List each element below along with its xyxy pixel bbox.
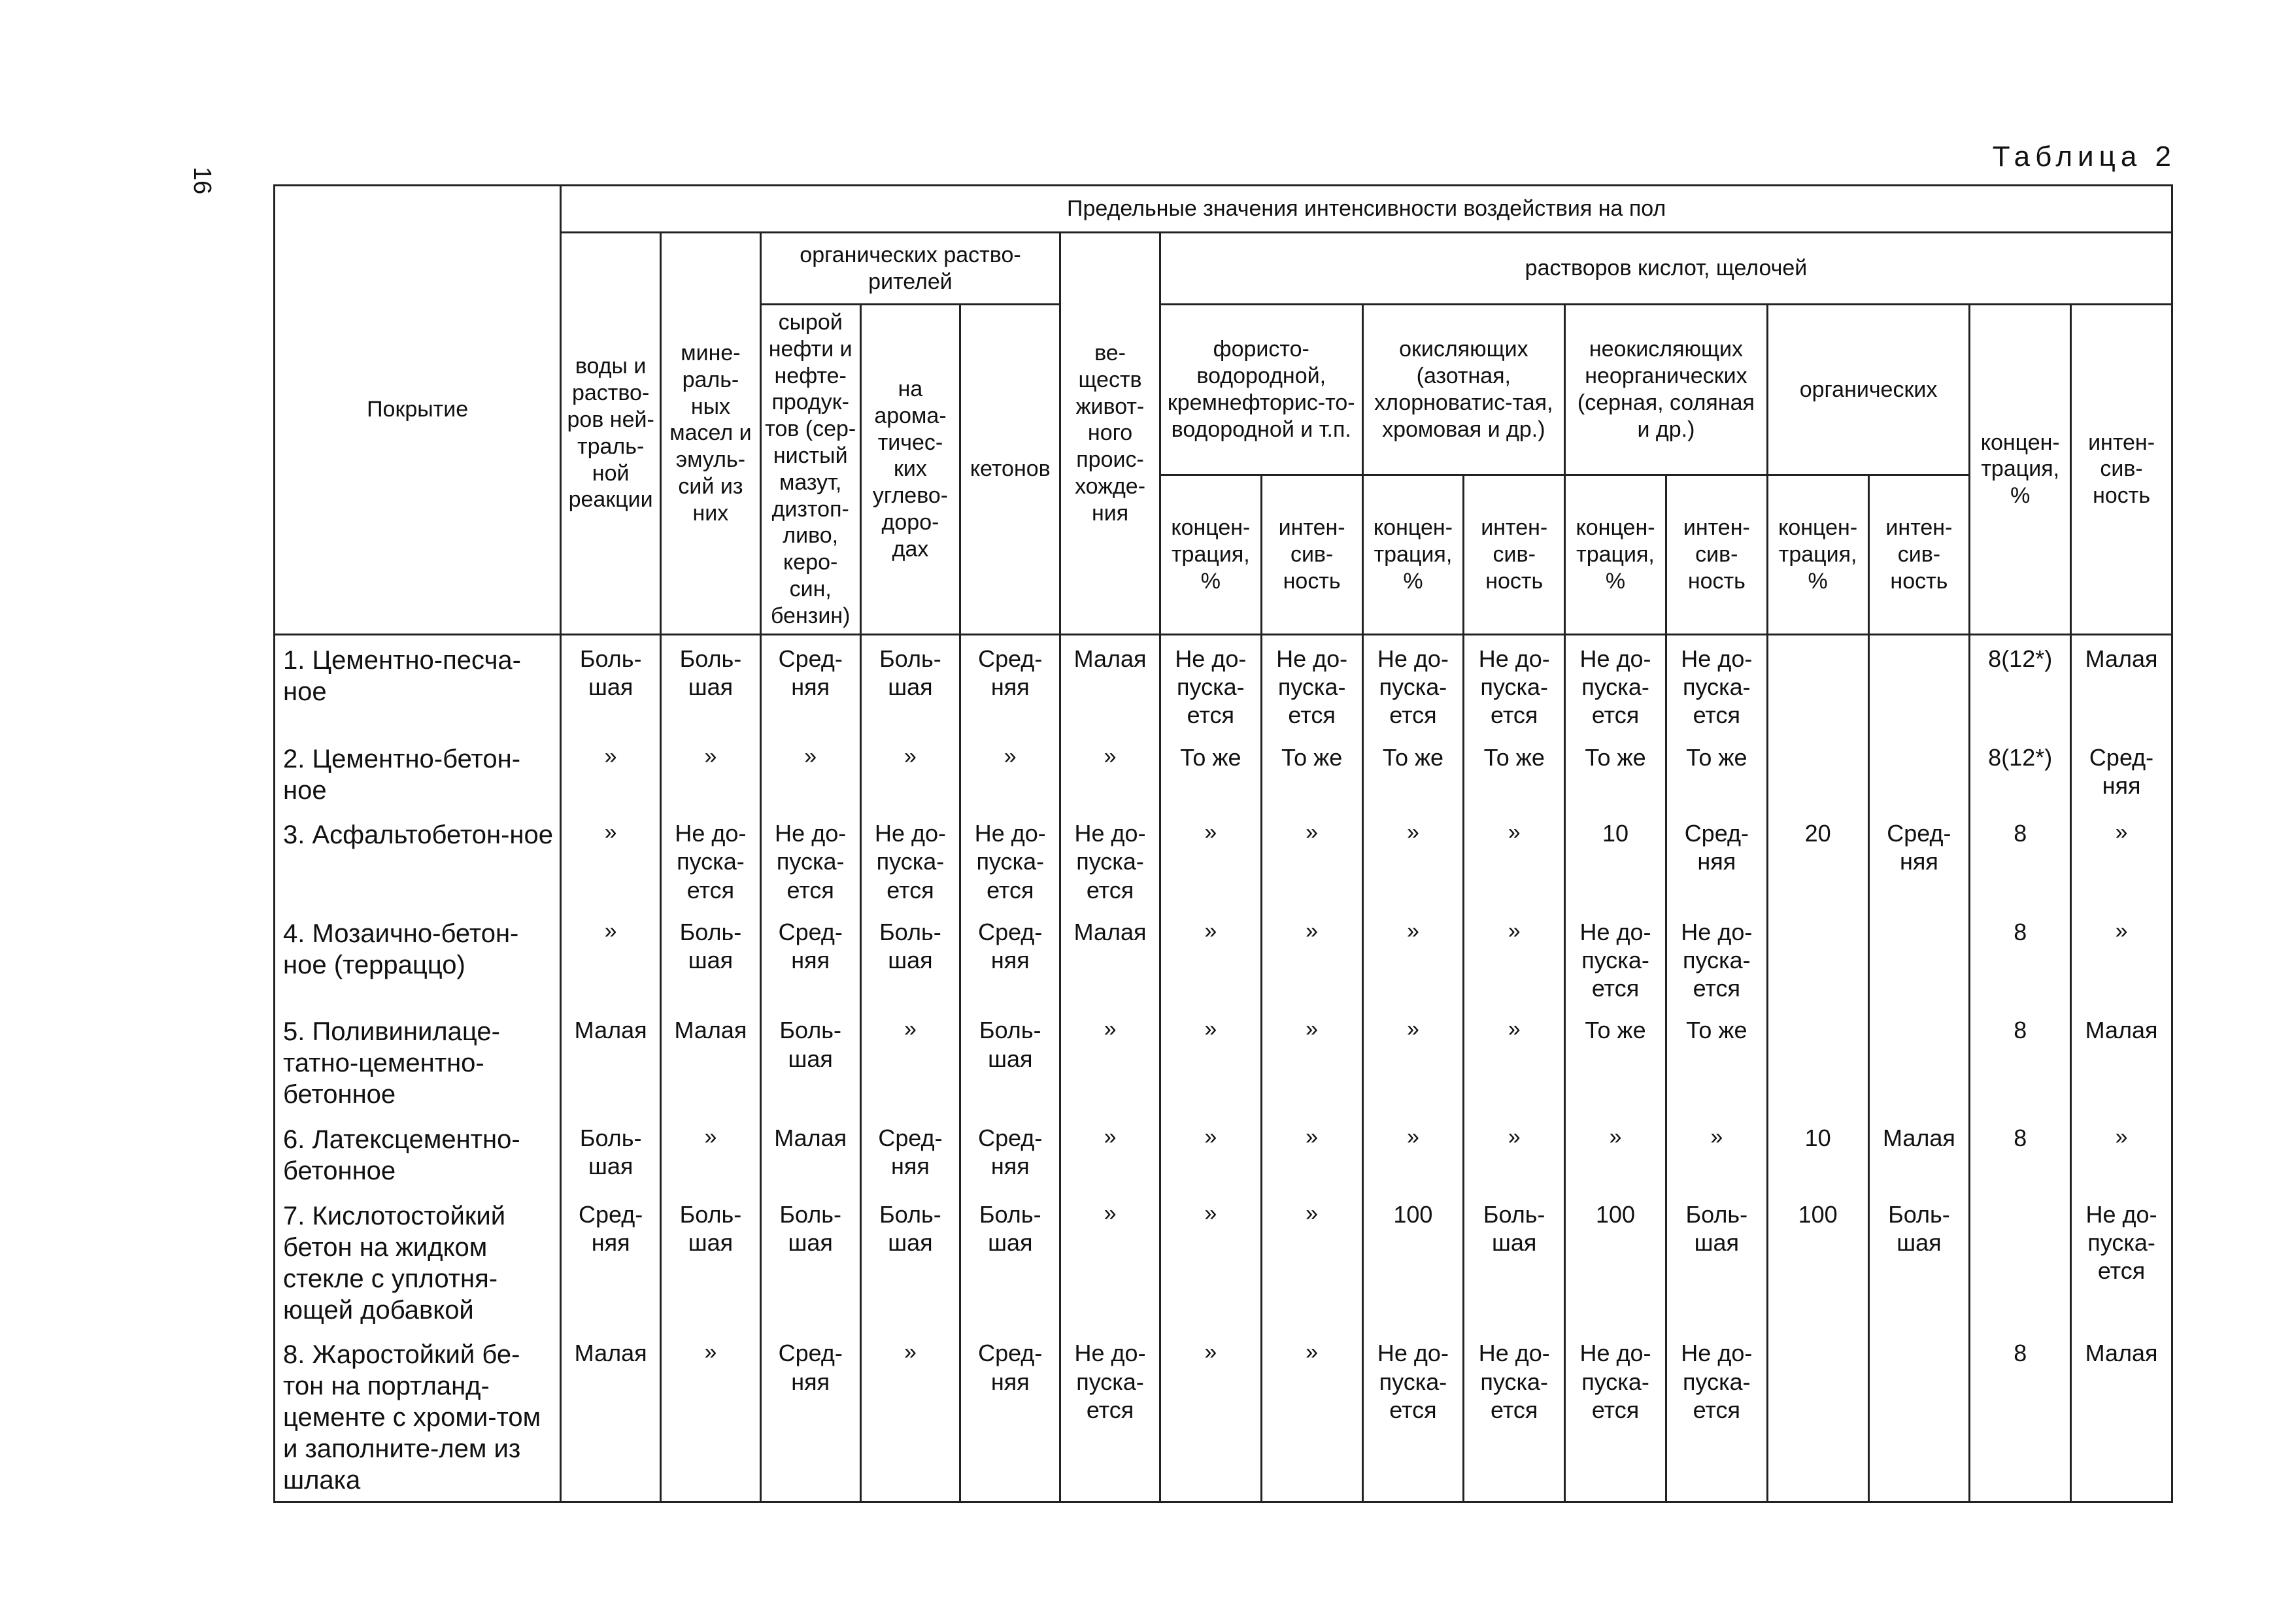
table-cell: То же [1362,734,1464,810]
table-cell: Не до-пуска-ется [1362,1330,1464,1502]
table-cell: » [1362,810,1464,909]
table-cell: » [661,734,761,810]
table-cell: » [561,810,661,909]
table-cell: 8 [1970,909,2071,1007]
header-ketones: кетонов [960,305,1060,635]
limits-table [273,184,2173,1503]
table-cell: Боль-шая [860,909,960,1007]
row-cover-name: 3. Асфальтобетон-ное [275,810,561,909]
header-conc: концен-трация, % [1160,475,1261,634]
table-cell: Малая [1060,909,1160,1007]
table-cell: Сред-няя [960,1115,1060,1191]
table-cell: 100 [1362,1191,1464,1330]
table-cell: Боль-шая [661,634,761,734]
table-cell: Малая [760,1115,860,1191]
table-cell: 8 [1970,1007,2071,1115]
header-oxidizing: окисляющих (азотная, хлорноватис-тая, хромовая и др.) [1362,305,1565,475]
table-cell: » [1261,1330,1362,1502]
table-row [275,810,2172,909]
table-row [275,1191,2172,1330]
table-cell: » [1060,1115,1160,1191]
table-cell: Малая [561,1007,661,1115]
table-cell: » [561,734,661,810]
table-cell: Не до-пуска-ется [661,810,761,909]
table-cell: Не до-пуска-ется [1060,810,1160,909]
table-cell: То же [1261,734,1362,810]
table-cell [1868,734,1970,810]
table-cell: Не до-пуска-ется [1060,1330,1160,1502]
table-cell: Сред-няя [2071,734,2172,810]
header-fluoro: фористо-водородной, кремнефторис-то-водородной и т.п. [1160,305,1362,475]
table-cell [1868,1007,1970,1115]
table-cell: » [661,1330,761,1502]
table-cell: Не до-пуска-ется [1261,634,1362,734]
header-organic: органических [1767,305,1970,475]
table-cell: То же [1666,734,1767,810]
table-cell: Боль-шая [960,1191,1060,1330]
table-cell: » [960,734,1060,810]
table-cell: » [860,734,960,810]
table-row [275,1007,2172,1115]
table-cell: Не до-пуска-ется [1565,634,1666,734]
table-cell: Не до-пуска-ется [1565,909,1666,1007]
table-cell: Боль-шая [960,1007,1060,1115]
table-cell: Боль-шая [760,1007,860,1115]
table-cell: 100 [1565,1191,1666,1330]
table-cell: » [2071,1115,2172,1191]
table-cell: 8 [1970,1115,2071,1191]
table-cell: Боль-шая [1464,1191,1565,1330]
row-cover-name: 5. Поливинилаце-татно-цементно-бетонное [275,1007,561,1115]
row-cover-name: 4. Мозаично-бетон-ное (терраццо) [275,909,561,1007]
table-cell: Сред-няя [960,634,1060,734]
table-cell: Не до-пуска-ется [1666,634,1767,734]
page-number: 16 [188,167,216,195]
table-cell: » [1261,810,1362,909]
table-cell: 8 [1970,810,2071,909]
table-cell: » [1362,1007,1464,1115]
header-intens: интен-сив-ность [1464,475,1565,634]
table-cell: То же [1160,734,1261,810]
header-intens: интен-сив-ность [1868,475,1970,634]
table-cell: » [561,909,661,1007]
table-cell: » [1261,1007,1362,1115]
table-cell: Не до-пуска-ется [760,810,860,909]
header-conc: концен-трация, % [1970,305,2071,635]
table-cell: » [1464,1007,1565,1115]
table-cell: Не до-пуска-ется [1362,634,1464,734]
table-cell: Боль-шая [1666,1191,1767,1330]
table-cell: » [1160,1115,1261,1191]
table-cell: Малая [1868,1115,1970,1191]
table-cell: » [860,1007,960,1115]
header-acids: растворов кислот, щелочей [1160,233,2172,305]
table-cell: » [2071,810,2172,909]
header-intens: интен-сив-ность [1666,475,1767,634]
table-cell: То же [1464,734,1565,810]
table-row [275,1115,2172,1191]
row-cover-name: 2. Цементно-бетон-ное [275,734,561,810]
table-cell: 100 [1767,1191,1868,1330]
header-crude: сырой нефти и нефте-продук-тов (сер-нистый мазут, дизтоп-ливо, керо-син, бензин) [760,305,860,635]
table-cell: » [1565,1115,1666,1191]
table-cell: Боль-шая [760,1191,860,1330]
table-cell: Не до-пуска-ется [1666,909,1767,1007]
table-cell: » [1362,1115,1464,1191]
table-cell: » [1666,1115,1767,1191]
table-cell: Боль-шая [1868,1191,1970,1330]
table-cell: » [1160,1191,1261,1330]
header-water: воды и раство-ров ней-траль-ной реакции [561,233,661,635]
table-row [275,909,2172,1007]
header-conc: концен-трация, % [1362,475,1464,634]
header-organic-solvents: органических раство-рителей [760,233,1060,305]
table-cell: 8(12*) [1970,734,2071,810]
table-cell: Не до-пуска-ется [1666,1330,1767,1502]
table-cell: Малая [2071,634,2172,734]
table-cell: Не до-пуска-ется [1464,1330,1565,1502]
table-cell: 8 [1970,1330,2071,1502]
table-cell: Не до-пуска-ется [1160,634,1261,734]
table-cell: 10 [1767,1115,1868,1191]
header-limits: Предельные значения интенсивности воздействия на пол [561,186,2172,233]
table-row [275,734,2172,810]
header-conc: концен-трация, % [1767,475,1868,634]
table-cell: » [1160,1330,1261,1502]
table-cell: Не до-пуска-ется [2071,1191,2172,1330]
header-conc: концен-трация, % [1565,475,1666,634]
table-cell: Сред-няя [960,1330,1060,1502]
table-cell: » [1060,734,1160,810]
table-cell: Боль-шая [860,634,960,734]
table-cell: Боль-шая [860,1191,960,1330]
table-cell: То же [1565,734,1666,810]
header-intens: интен-сив-ность [2071,305,2172,635]
table-cell: Малая [561,1330,661,1502]
table-cell: Сред-няя [760,909,860,1007]
table-cell: 10 [1565,810,1666,909]
table-cell: Не до-пуска-ется [1464,634,1565,734]
table-cell: То же [1565,1007,1666,1115]
table-cell: 20 [1767,810,1868,909]
table-title: Таблица 2 [1992,141,2176,173]
table-row [275,1330,2172,1502]
row-cover-name: 6. Латексцементно-бетонное [275,1115,561,1191]
table-cell [1767,909,1868,1007]
table-cell [1970,1191,2071,1330]
table-cell: Боль-шая [661,909,761,1007]
table-cell: » [860,1330,960,1502]
row-cover-name: 1. Цементно-песча-ное [275,634,561,734]
table-cell: » [1160,909,1261,1007]
header-cover: Покрытие [275,186,561,635]
table-cell: Сред-няя [760,1330,860,1502]
header-aromatic: на арома-тичес-ких углево-доро-дах [860,305,960,635]
header-animal: ве-ществ живот-ного проис-хожде-ния [1060,233,1160,635]
table-cell: » [2071,909,2172,1007]
table-cell: » [1160,1007,1261,1115]
table-cell: » [1060,1191,1160,1330]
header-mineral: мине-раль-ных масел и эмуль-сий из них [661,233,761,635]
table-cell: » [1060,1007,1160,1115]
row-cover-name: 7. Кислотостойкий бетон на жидком стекле с уплотня-ющей добавкой [275,1191,561,1330]
table-cell: Боль-шая [661,1191,761,1330]
table-cell: Малая [2071,1330,2172,1502]
table-cell: » [1261,1191,1362,1330]
header-nonoxidizing: неокисляющих неорганических (серная, соляная и др.) [1565,305,1768,475]
table-cell: » [1464,1115,1565,1191]
table-cell: » [1261,909,1362,1007]
table-cell: Не до-пуска-ется [1565,1330,1666,1502]
table-cell: Малая [2071,1007,2172,1115]
table-cell: » [661,1115,761,1191]
table-cell: Сред-няя [1666,810,1767,909]
table-cell: » [1464,810,1565,909]
table-cell: Сред-няя [760,634,860,734]
table-cell [1767,1007,1868,1115]
table-cell: Малая [661,1007,761,1115]
table-cell: » [1464,909,1565,1007]
table-cell: Малая [1060,634,1160,734]
table-cell [1868,909,1970,1007]
table-row [275,634,2172,734]
table-cell [1767,734,1868,810]
header-intens: интен-сив-ность [1261,475,1362,634]
table-cell [1868,1330,1970,1502]
table-cell: Боль-шая [561,1115,661,1191]
table-cell: » [1261,1115,1362,1191]
table-cell: Сред-няя [1868,810,1970,909]
table-cell: » [760,734,860,810]
table-cell: Сред-няя [960,909,1060,1007]
table-cell: » [1362,909,1464,1007]
table-cell: Сред-няя [860,1115,960,1191]
table-cell: Боль-шая [561,634,661,734]
table-cell: То же [1666,1007,1767,1115]
table-cell [1868,634,1970,734]
row-cover-name: 8. Жаростойкий бе-тон на портланд-цементе с хроми-том и заполните-лем из шлака [275,1330,561,1502]
table-cell: Не до-пуска-ется [960,810,1060,909]
table-cell [1767,1330,1868,1502]
table-cell [1767,634,1868,734]
table-cell: » [1160,810,1261,909]
table-cell: Не до-пуска-ется [860,810,960,909]
table-cell: Сред-няя [561,1191,661,1330]
table-cell: 8(12*) [1970,634,2071,734]
